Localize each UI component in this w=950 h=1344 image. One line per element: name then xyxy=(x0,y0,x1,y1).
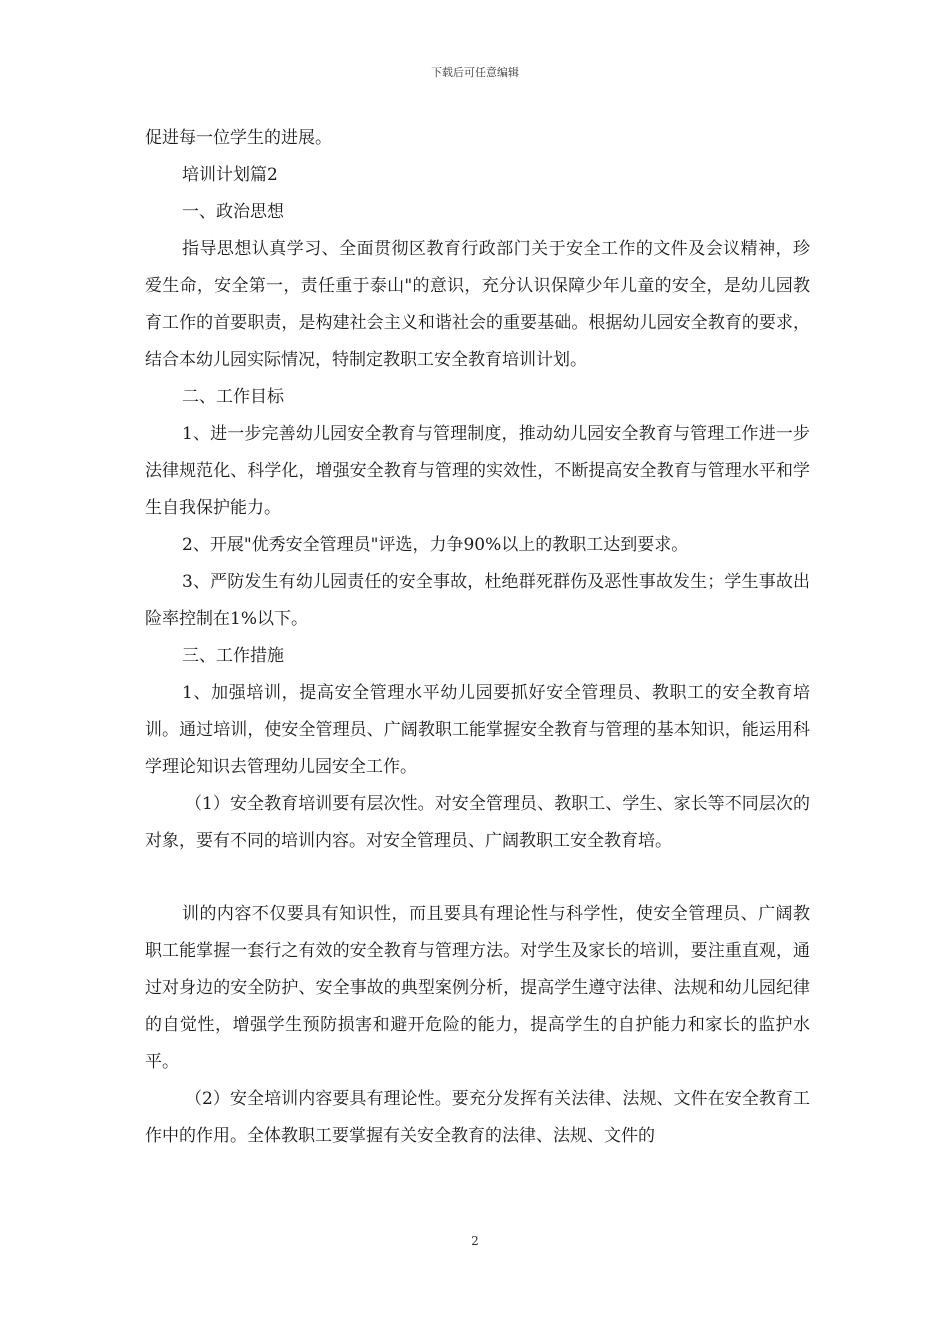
paragraph-continuation: 促进每一位学生的进展。 xyxy=(145,128,332,148)
paragraph-measure-1-1: （1）安全教育培训要有层次性。对安全管理员、教职工、学生、家长等不同层次的对象，要有不同的培训内容。对安全管理员、广阔教职工安全教育培。 xyxy=(145,794,810,851)
heading-work-measures: 三、工作措施 xyxy=(182,646,284,666)
paragraph-guiding-thought: 指导思想认真学习、全面贯彻区教育行政部门关于安全工作的文件及会议精神，珍爱生命，安全第一，责任重于泰山"的意识，充分认识保障少年儿童的安全，是幼儿园教育工作的首要职责，是构建社会主义和谐社会的重要基础。根据幼儿园安全教育的要求，结合本幼儿园实际情况，特制定教职工安全教育培训计划。 xyxy=(145,239,810,370)
paragraph-goal-1: 1、进一步完善幼儿园安全教育与管理制度，推动幼儿园安全教育与管理工作进一步法律规范化、科学化，增强安全教育与管理的实效性，不断提高安全教育与管理水平和学生自我保护能力。 xyxy=(145,424,810,518)
heading-work-goals: 二、工作目标 xyxy=(182,387,284,407)
heading-political-thought: 一、政治思想 xyxy=(182,202,284,222)
paragraph-goal-2: 2、开展"优秀安全管理员"评选，力争90%以上的教职工达到要求。 xyxy=(182,535,689,555)
section-title: 培训计划篇2 xyxy=(182,165,278,185)
document-body xyxy=(145,120,810,1155)
paragraph-gap xyxy=(145,860,810,896)
page-header-note: 下载后可任意编辑 xyxy=(431,66,519,79)
paragraph-training-content: 训的内容不仅要具有知识性，而且要具有理论性与科学性，使安全管理员、广阔教职工能掌握一套行之有效的安全教育与管理方法。对学生及家长的培训，要注重直观，通过对身边的安全防护、安全事故的典型案例分析，提高学生遵守法律、法规和幼儿园纪律的自觉性，增强学生预防损害和避开危险的能力，提高学生的自护能力和家长的监护水平。 xyxy=(145,904,810,1072)
paragraph-goal-3: 3、严防发生有幼儿园责任的安全事故，杜绝群死群伤及恶性事故发生；学生事故出险率控制在1%以下。 xyxy=(145,572,810,629)
paragraph-measure-1: 1、加强培训，提高安全管理水平幼儿园要抓好安全管理员、教职工的安全教育培训。通过培训，使安全管理员、广阔教职工能掌握安全教育与管理的基本知识，能运用科学理论知识去管理幼儿园安全工作。 xyxy=(145,683,810,777)
page-number: 2 xyxy=(471,1234,479,1248)
paragraph-measure-1-2: （2）安全培训内容要具有理论性。要充分发挥有关法律、法规、文件在安全教育工作中的作用。全体教职工要掌握有关安全教育的法律、法规、文件的 xyxy=(145,1089,810,1146)
